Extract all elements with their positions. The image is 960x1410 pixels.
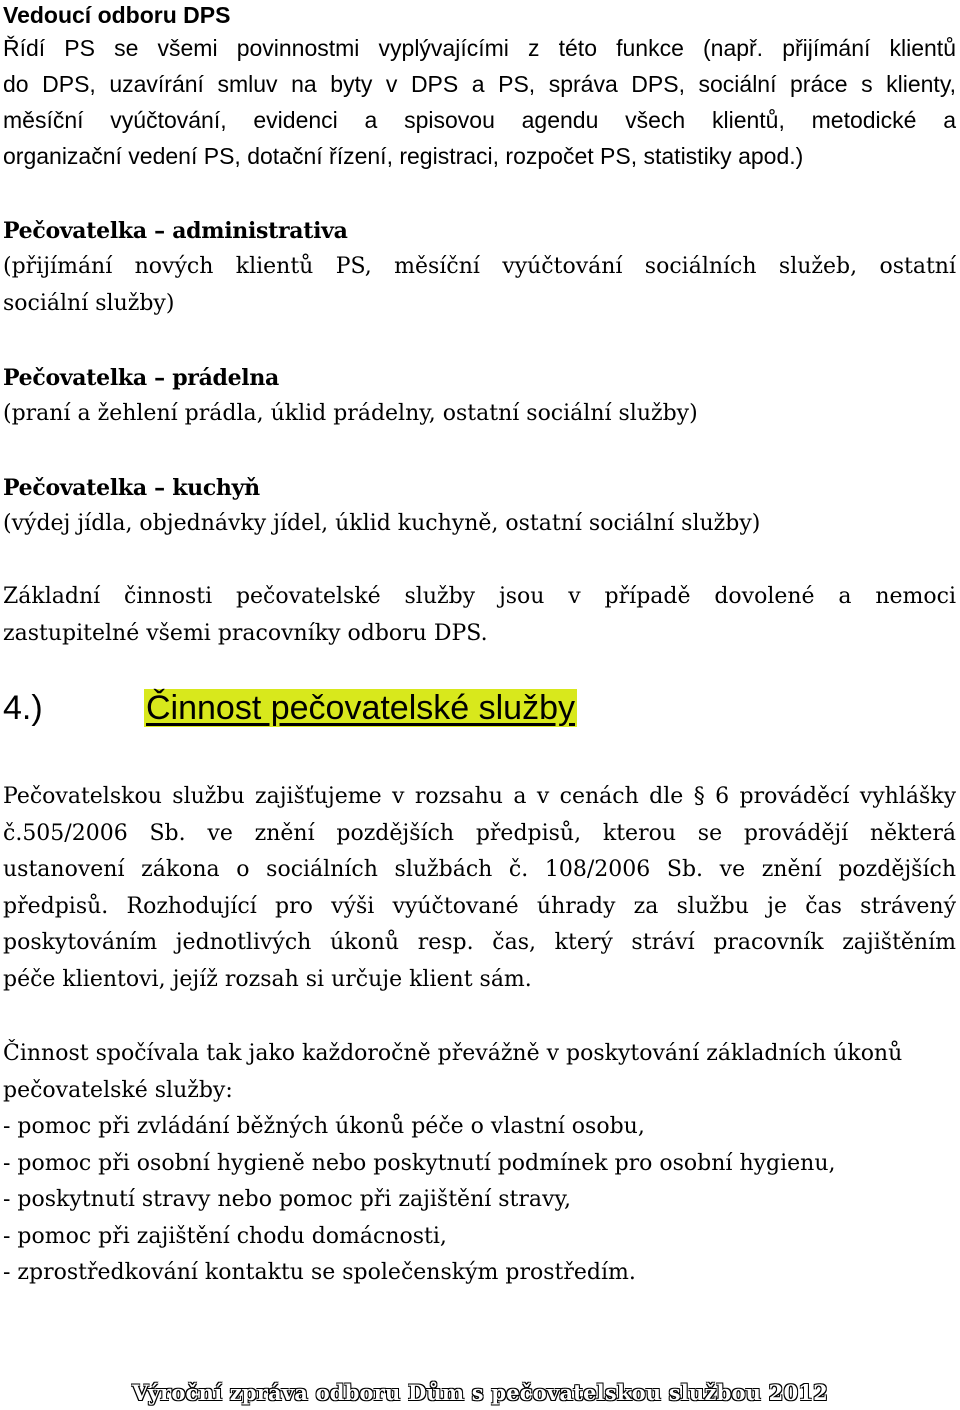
activities-intro: pečovatelské služby: [3,1077,233,1103]
role-title: Pečovatelka – kuchyň [3,475,260,501]
role-kuchyn [3,470,956,543]
activities-section [3,1036,956,1292]
text-line: (přijímání nových klientů PS, měsíční vyúčtování sociálních služeb, ostatní [3,254,956,279]
activities-list [3,1109,956,1292]
role-description [3,396,956,433]
head-section [3,0,956,174]
list-item: - pomoc při zvládání běžných úkonů péče o vlastní osobu, [3,1114,645,1139]
head-section-text [3,30,956,174]
text-line: Pečovatelskou službu zajišťujeme v rozsahu a v cenách dle § 6 prováděcí vyhlášky [3,784,956,809]
text-line: Základní činnosti pečovatelské služby jsou v případě dovolené a nemoci [3,584,956,609]
text-line: poskytováním jednotlivých úkonů resp. čas, který stráví pracovník zajištěním [3,930,956,955]
role-description [3,249,956,322]
role-title: Pečovatelka – prádelna [3,365,280,391]
text-line: předpisů. Rozhodující pro výši vyúčtované úhrady za službu je čas strávený [3,893,956,919]
text-line: ustanovení zákona o sociálních službách č. 108/2006 Sb. ve znění pozdějších [3,857,956,882]
section-title: Činnost pečovatelské služby [146,689,576,727]
section-number: 4.) [3,689,43,727]
text-line: (praní a žehlení prádla, úklid prádelny, ostatní sociální služby) [3,401,698,426]
role-title: Pečovatelka – administrativa [3,218,348,244]
list-item: - poskytnutí stravy nebo pomoc při zajištění stravy, [3,1187,571,1212]
head-section-title: Vedoucí odboru DPS [3,2,231,28]
page-footer: Výroční zpráva odboru Dům s pečovatelskou službou 2012 [132,1380,828,1405]
text-line: Řídí PS se všemi povinnostmi vyplývajícími z této funkce (např. přijímání klientů [3,35,956,61]
text-line: sociální služby) [3,290,175,316]
text-line: do DPS, uzavírání smluv na byty v DPS a PS, správa DPS, sociální práce s klienty, [3,71,956,97]
text-line: (výdej jídla, objednávky jídel, úklid kuchyně, ostatní sociální služby) [3,511,761,536]
text-line: měsíční vyúčtování, evidenci a spisovou agendu všech klientů, metodické a [3,107,956,133]
text-line: péče klientovi, jejíž rozsah si určuje klient sám. [3,966,532,992]
list-item: - pomoc při osobní hygieně nebo poskytnutí podmínek pro osobní hygienu, [3,1150,836,1176]
list-item: - pomoc při zajištění chodu domácnosti, [3,1223,447,1249]
activities-intro: Činnost spočívala tak jako každoročně převážně v poskytování základních úkonů [3,1041,903,1066]
role-description [3,506,956,543]
role-administrativa [3,213,956,322]
body-paragraph [3,779,956,998]
text-line: zastupitelné všemi pracovníky odboru DPS. [3,620,488,646]
role-pradelna [3,360,956,433]
text-line: č.505/2006 Sb. ve znění pozdějších předpisů, kterou se provádějí některá [3,820,956,846]
list-item: - zprostředkování kontaktu se společenským prostředím. [3,1260,636,1285]
substitution-note [3,579,956,652]
text-line: organizační vedení PS, dotační řízení, registraci, rozpočet PS, statistiky apod.) [3,143,804,169]
section-heading [3,683,577,733]
